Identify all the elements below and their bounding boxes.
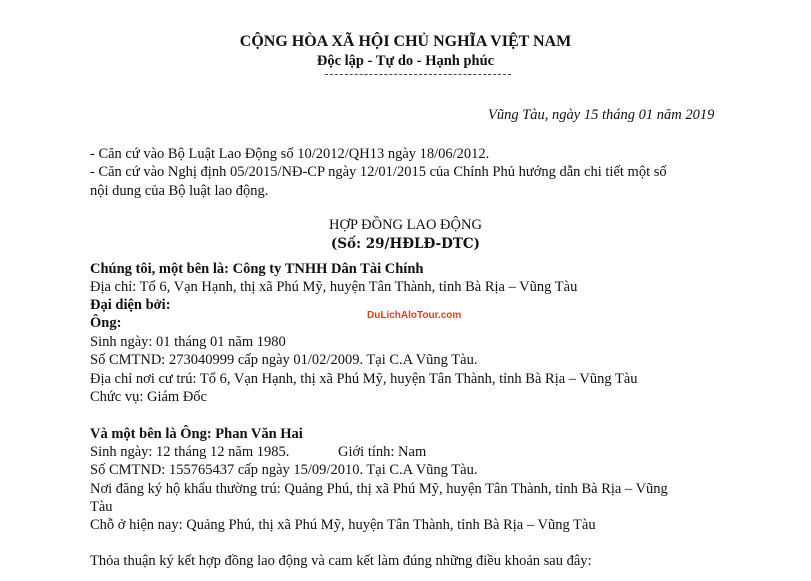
watermark-logo: DuLichAloTour.com: [367, 310, 462, 321]
employer-intro: Chúng tôi, một bên là: Công ty TNHH Dân Tài Chính: [90, 261, 424, 277]
representative-dob: Sinh ngày: 01 tháng 01 năm 1980: [90, 334, 286, 350]
employee-dob: Sinh ngày: 12 tháng 12 năm 1985.: [90, 444, 290, 460]
contract-title: HỢP ĐỒNG LAO ĐỘNG: [329, 217, 482, 233]
contract-number: (Số: 29/HĐLĐ-DTC): [330, 236, 481, 252]
legal-basis-2-cont: nội dung của Bộ luật lao động.: [90, 183, 269, 199]
agreement-statement: Thỏa thuận ký kết hợp đồng lao động và cam kết làm đúng những điều khoản sau đây:: [90, 553, 592, 569]
legal-basis-1: - Căn cứ vào Bộ Luật Lao Động số 10/2012/QH13 ngày 18/06/2012.: [90, 146, 490, 162]
employee-current-address: Chỗ ở hiện nay: Quảng Phú, thị xã Phú Mỹ, huyện Tân Thành, tỉnh Bà Rịa – Vũng Tàu: [90, 517, 596, 533]
employee-id: Số CMTND: 155765437 cấp ngày 15/09/2010. Tại C.A Vũng Tàu.: [90, 462, 478, 478]
employee-household-cont: Tàu: [90, 499, 113, 515]
representative-id: Số CMTND: 273040999 cấp ngày 01/02/2009. Tại C.A Vũng Tàu.: [90, 352, 478, 368]
header-divider: [325, 74, 511, 75]
national-title: CỘNG HÒA XÃ HỘI CHỦ NGHĨA VIỆT NAM: [239, 33, 572, 50]
representative-title: Ông:: [90, 315, 122, 331]
employee-household: Nơi đăng ký hộ khẩu thường trú: Quảng Phú, thị xã Phú Mỹ, huyện Tân Thành, tỉnh Bà Rịa – Vũng: [90, 481, 668, 497]
national-motto: Độc lập - Tự do - Hạnh phúc: [316, 53, 495, 69]
representative-label: Đại diện bởi:: [90, 297, 171, 313]
representative-position: Chức vụ: Giám Đốc: [90, 389, 207, 405]
place-and-date: Vũng Tàu, ngày 15 tháng 01 năm 2019: [488, 107, 715, 123]
employer-address: Địa chỉ: Tổ 6, Vạn Hạnh, thị xã Phú Mỹ, huyện Tân Thành, tỉnh Bà Rịa – Vũng Tàu: [90, 279, 578, 295]
legal-basis-2: - Căn cứ vào Nghị định 05/2015/NĐ-CP ngày 12/01/2015 của Chính Phủ hướng dẫn chi tiết một số: [90, 164, 667, 180]
employee-gender: Giới tính: Nam: [338, 444, 427, 460]
employee-intro: Và một bên là Ông: Phan Văn Hai: [90, 426, 303, 442]
representative-residence: Địa chỉ nơi cư trú: Tổ 6, Vạn Hạnh, thị xã Phú Mỹ, huyện Tân Thành, tỉnh Bà Rịa – Vũng Tàu: [90, 371, 638, 387]
